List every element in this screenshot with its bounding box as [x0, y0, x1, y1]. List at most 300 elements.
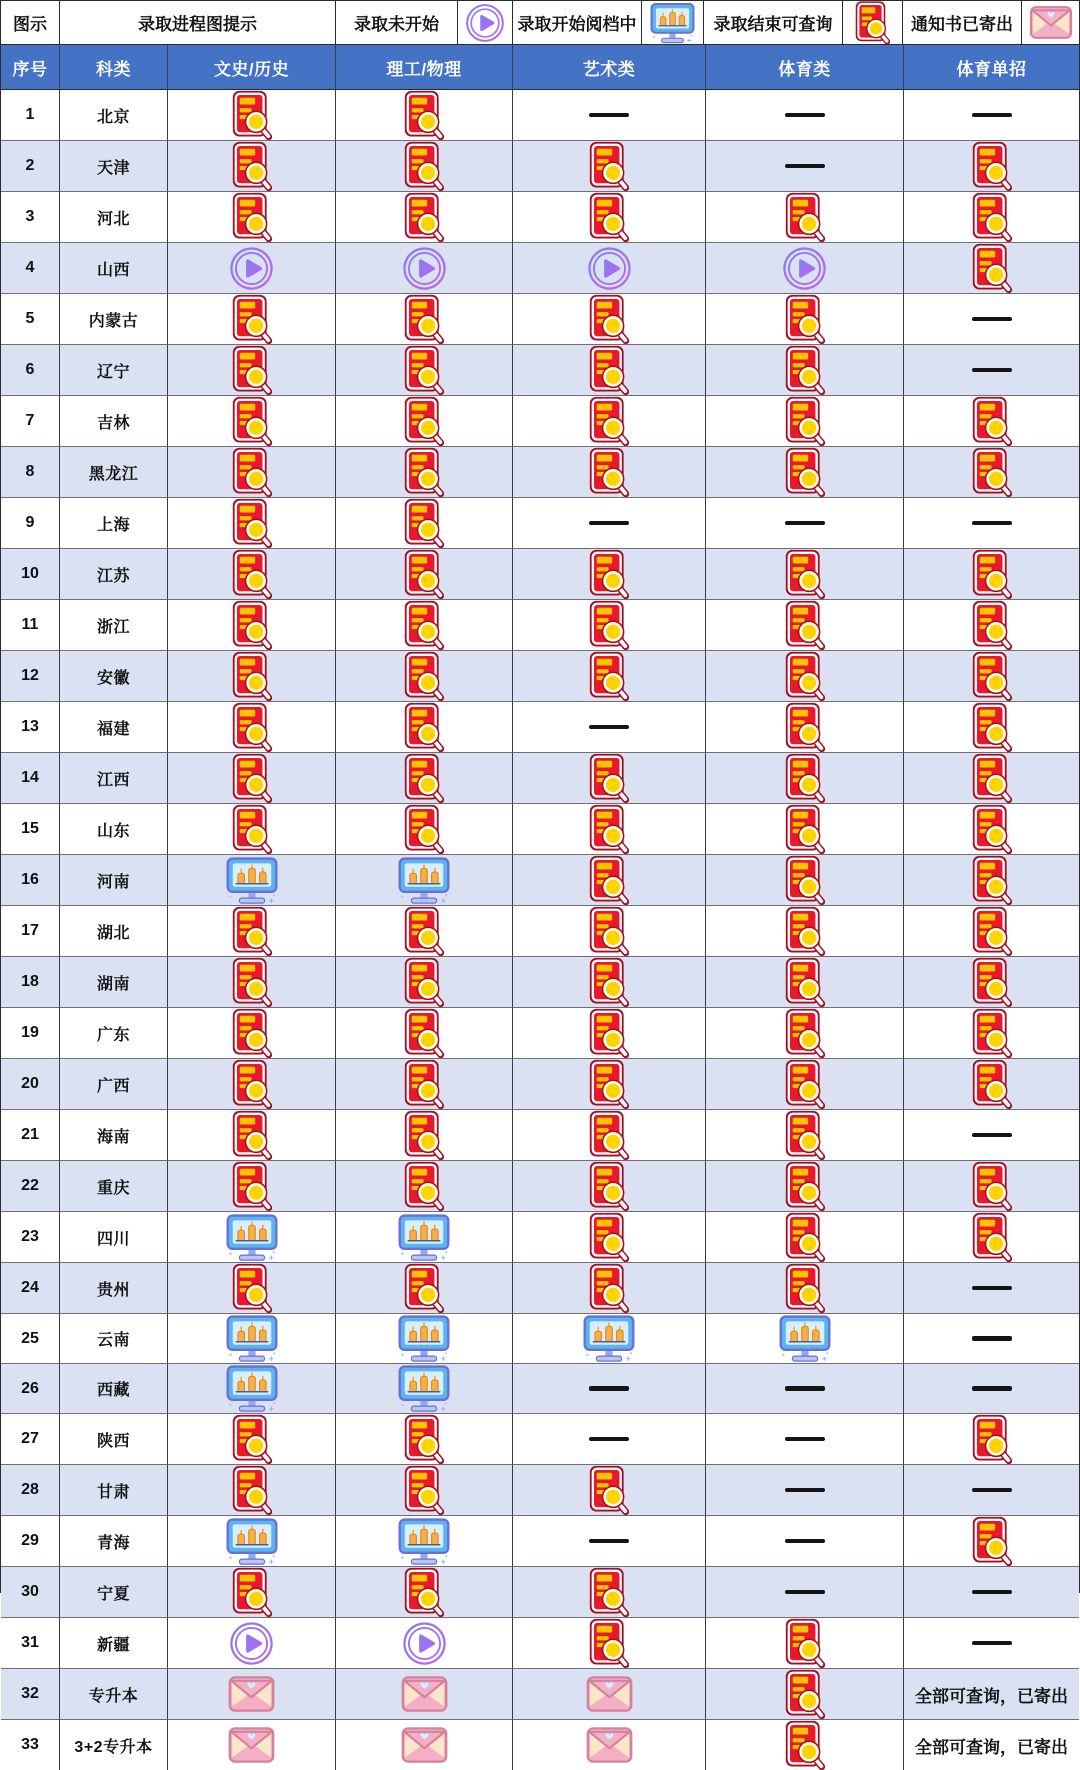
legend-item-mailed-label: 通知书已寄出 — [903, 1, 1022, 45]
status-cell — [904, 600, 1079, 651]
query-available-icon — [589, 1263, 629, 1313]
row-number: 17 — [1, 906, 60, 957]
table-row — [1, 447, 1079, 498]
query-available-icon — [785, 1618, 825, 1668]
status-cell — [706, 702, 904, 753]
query-available-icon — [232, 1414, 272, 1464]
reviewing-icon — [649, 2, 696, 44]
reviewing-icon — [225, 1213, 279, 1262]
status-cell — [336, 1465, 513, 1516]
status-cell — [706, 1618, 904, 1669]
table-row — [1, 90, 1079, 141]
legend-item-not-started-icon-cell — [458, 1, 513, 45]
query-available-icon — [972, 192, 1012, 242]
row-number: 27 — [1, 1414, 60, 1465]
status-cell — [706, 1314, 904, 1364]
reviewing-icon — [225, 1314, 279, 1363]
status-cell — [168, 1669, 336, 1720]
not-available-dash — [589, 521, 629, 526]
status-cell — [706, 1720, 904, 1770]
status-cell — [513, 957, 706, 1008]
row-number: 11 — [1, 600, 60, 651]
status-cell — [513, 243, 706, 294]
table-row — [1, 294, 1079, 345]
province-name: 宁夏 — [60, 1567, 168, 1618]
status-cell — [706, 1414, 904, 1465]
status-cell — [513, 1212, 706, 1263]
row-number: 32 — [1, 1669, 60, 1720]
not-started-icon — [465, 3, 505, 43]
status-cell — [706, 549, 904, 600]
status-cell — [168, 600, 336, 651]
letter-sent-icon — [586, 1726, 633, 1764]
province-name: 广西 — [60, 1059, 168, 1110]
province-name: 重庆 — [60, 1161, 168, 1212]
query-available-icon — [232, 345, 272, 395]
query-available-icon — [232, 396, 272, 446]
province-name: 专升本 — [60, 1669, 168, 1720]
row-number: 25 — [1, 1314, 60, 1364]
column-header-category: 科类 — [60, 45, 168, 90]
status-cell — [168, 498, 336, 549]
query-available-icon — [232, 294, 272, 344]
status-cell — [336, 549, 513, 600]
query-available-icon — [785, 192, 825, 242]
status-cell — [336, 1314, 513, 1364]
row-number: 14 — [1, 753, 60, 804]
status-cell — [336, 1110, 513, 1161]
status-cell — [904, 1364, 1079, 1414]
status-cell — [168, 957, 336, 1008]
row-number: 6 — [1, 345, 60, 396]
query-available-icon — [589, 804, 629, 854]
column-header-art: 艺术类 — [513, 45, 706, 90]
status-cell — [706, 1364, 904, 1414]
table-row — [1, 1161, 1079, 1212]
status-cell — [336, 141, 513, 192]
legend-title: 录取进程图提示 — [60, 1, 336, 45]
status-cell — [336, 804, 513, 855]
query-available-icon — [785, 1212, 825, 1262]
query-available-icon — [972, 1008, 1012, 1058]
column-header-science: 理工/物理 — [336, 45, 513, 90]
row-number: 8 — [1, 447, 60, 498]
letter-sent-icon — [228, 1675, 275, 1713]
table-row — [1, 396, 1079, 447]
status-cell — [513, 1618, 706, 1669]
province-name: 河南 — [60, 855, 168, 906]
not-available-dash — [972, 1590, 1012, 1595]
province-name: 北京 — [60, 90, 168, 141]
query-available-icon — [232, 651, 272, 701]
province-name: 青海 — [60, 1516, 168, 1567]
letter-sent-icon — [586, 1675, 633, 1713]
query-available-icon — [972, 396, 1012, 446]
status-cell — [168, 141, 336, 192]
query-available-icon — [404, 1567, 444, 1617]
table-row — [1, 1059, 1079, 1110]
status-cell — [336, 1212, 513, 1263]
status-cell — [336, 957, 513, 1008]
row-number: 29 — [1, 1516, 60, 1567]
status-cell — [168, 1110, 336, 1161]
column-header-sports: 体育类 — [706, 45, 904, 90]
row-number: 23 — [1, 1212, 60, 1263]
status-cell — [706, 345, 904, 396]
province-name: 安徽 — [60, 651, 168, 702]
province-name: 福建 — [60, 702, 168, 753]
table-row — [1, 1110, 1079, 1161]
query-available-icon — [785, 447, 825, 497]
row-number: 33 — [1, 1720, 60, 1770]
query-available-icon — [589, 549, 629, 599]
row-number: 2 — [1, 141, 60, 192]
status-cell — [168, 549, 336, 600]
not-available-dash — [972, 1336, 1012, 1341]
row-number: 1 — [1, 90, 60, 141]
query-available-icon — [404, 345, 444, 395]
status-cell — [904, 651, 1079, 702]
status-cell — [706, 855, 904, 906]
query-available-icon — [785, 600, 825, 650]
row-number: 22 — [1, 1161, 60, 1212]
status-cell — [706, 651, 904, 702]
status-cell — [336, 396, 513, 447]
query-available-icon — [785, 1161, 825, 1211]
query-available-icon — [785, 753, 825, 803]
status-cell — [168, 1059, 336, 1110]
status-cell — [706, 447, 904, 498]
status-cell — [168, 90, 336, 141]
status-cell — [513, 651, 706, 702]
query-available-icon — [404, 1263, 444, 1313]
not-available-dash — [972, 521, 1012, 526]
query-available-icon — [404, 192, 444, 242]
status-cell — [336, 1059, 513, 1110]
query-available-icon — [232, 192, 272, 242]
query-available-icon — [972, 243, 1012, 293]
status-cell — [336, 447, 513, 498]
query-available-icon — [785, 855, 825, 905]
query-available-icon — [972, 141, 1012, 191]
row-number: 3 — [1, 192, 60, 243]
province-name: 江苏 — [60, 549, 168, 600]
not-available-dash — [785, 164, 825, 169]
query-available-icon — [972, 1212, 1012, 1262]
status-cell — [904, 804, 1079, 855]
status-cell — [904, 396, 1079, 447]
status-cell — [513, 498, 706, 549]
letter-sent-icon — [401, 1726, 448, 1764]
status-cell — [513, 90, 706, 141]
province-name: 天津 — [60, 141, 168, 192]
query-available-icon — [404, 90, 444, 140]
status-cell — [904, 549, 1079, 600]
query-available-icon — [232, 957, 272, 1007]
query-available-icon — [785, 1263, 825, 1313]
province-name: 浙江 — [60, 600, 168, 651]
query-available-icon — [785, 804, 825, 854]
status-cell — [706, 1110, 904, 1161]
legend-item-query-label: 录取结束可查询 — [704, 1, 843, 45]
status-cell — [904, 90, 1079, 141]
status-cell — [513, 600, 706, 651]
query-available-icon — [785, 1669, 825, 1719]
status-cell — [904, 447, 1079, 498]
not-available-dash — [785, 1539, 825, 1544]
query-available-icon — [589, 855, 629, 905]
status-cell — [706, 1669, 904, 1720]
status-cell — [168, 447, 336, 498]
row-number: 16 — [1, 855, 60, 906]
row-number: 26 — [1, 1364, 60, 1414]
status-cell — [706, 1465, 904, 1516]
row-number: 7 — [1, 396, 60, 447]
legend-key-label: 图示 — [1, 1, 60, 45]
query-available-icon — [404, 957, 444, 1007]
status-cell — [513, 1059, 706, 1110]
query-available-icon — [232, 600, 272, 650]
not-available-dash — [589, 725, 629, 730]
row-number: 13 — [1, 702, 60, 753]
table-row — [1, 1516, 1079, 1567]
query-available-icon — [404, 702, 444, 752]
column-header-liberal-arts: 文史/历史 — [168, 45, 336, 90]
query-available-icon — [589, 1465, 629, 1515]
status-cell — [513, 345, 706, 396]
query-available-icon — [404, 1161, 444, 1211]
status-cell — [706, 1212, 904, 1263]
status-cell — [336, 1720, 513, 1770]
query-available-icon — [404, 804, 444, 854]
not-available-dash — [972, 1488, 1012, 1493]
query-available-icon — [232, 1263, 272, 1313]
reviewing-icon — [778, 1314, 832, 1363]
status-cell — [904, 1161, 1079, 1212]
status-cell — [706, 396, 904, 447]
status-cell — [168, 192, 336, 243]
not-available-dash — [972, 368, 1012, 373]
status-cell — [904, 1465, 1079, 1516]
table-row — [1, 1008, 1079, 1059]
query-available-icon — [972, 549, 1012, 599]
status-cell — [513, 1516, 706, 1567]
row-number: 21 — [1, 1110, 60, 1161]
query-available-icon — [232, 1110, 272, 1160]
status-cell — [904, 855, 1079, 906]
status-cell — [904, 753, 1079, 804]
province-name: 上海 — [60, 498, 168, 549]
reviewing-icon — [397, 856, 451, 905]
province-name: 四川 — [60, 1212, 168, 1263]
status-cell — [168, 345, 336, 396]
status-cell — [706, 243, 904, 294]
query-available-icon — [589, 1567, 629, 1617]
status-cell — [706, 294, 904, 345]
not-started-icon — [402, 1621, 447, 1666]
row-number: 10 — [1, 549, 60, 600]
table-row — [1, 498, 1079, 549]
status-cell — [513, 1110, 706, 1161]
query-available-icon — [785, 906, 825, 956]
query-available-icon — [785, 1008, 825, 1058]
status-cell — [513, 855, 706, 906]
status-cell — [513, 1669, 706, 1720]
query-available-icon — [404, 141, 444, 191]
query-available-icon — [404, 447, 444, 497]
query-available-icon — [232, 1059, 272, 1109]
status-cell — [168, 1465, 336, 1516]
query-available-icon — [972, 957, 1012, 1007]
query-available-icon — [785, 294, 825, 344]
query-available-icon — [972, 1059, 1012, 1109]
status-cell — [168, 1414, 336, 1465]
letter-sent-icon — [1029, 5, 1073, 40]
table-row — [1, 141, 1079, 192]
status-note: 全部可查询，已寄出 — [915, 1686, 1068, 1706]
query-available-icon — [589, 600, 629, 650]
table-row — [1, 192, 1079, 243]
reviewing-icon — [225, 856, 279, 905]
query-available-icon — [404, 294, 444, 344]
status-cell — [904, 1414, 1079, 1465]
query-available-icon — [404, 1465, 444, 1515]
table-row — [1, 804, 1079, 855]
not-available-dash — [972, 317, 1012, 322]
legend-item-not-started-label: 录取未开始 — [336, 1, 458, 45]
status-cell — [336, 1618, 513, 1669]
not-available-dash — [972, 113, 1012, 118]
status-cell — [706, 957, 904, 1008]
query-available-icon — [785, 1720, 825, 1770]
province-name: 山东 — [60, 804, 168, 855]
status-cell — [904, 345, 1079, 396]
province-name: 辽宁 — [60, 345, 168, 396]
status-cell — [513, 294, 706, 345]
query-available-icon — [785, 702, 825, 752]
status-cell — [706, 90, 904, 141]
province-name: 黑龙江 — [60, 447, 168, 498]
status-cell — [336, 906, 513, 957]
status-cell — [706, 804, 904, 855]
province-name: 河北 — [60, 192, 168, 243]
province-name: 广东 — [60, 1008, 168, 1059]
status-cell — [168, 1161, 336, 1212]
query-available-icon — [589, 1618, 629, 1668]
query-available-icon — [404, 600, 444, 650]
status-cell — [513, 804, 706, 855]
row-number: 15 — [1, 804, 60, 855]
table-row — [1, 855, 1079, 906]
query-available-icon — [404, 651, 444, 701]
not-started-icon — [587, 246, 632, 291]
legend-row — [1, 1, 1079, 45]
status-cell — [168, 906, 336, 957]
query-available-icon — [232, 549, 272, 599]
status-cell — [706, 1008, 904, 1059]
reviewing-icon — [225, 1517, 279, 1566]
row-number: 5 — [1, 294, 60, 345]
status-cell — [904, 1263, 1079, 1314]
reviewing-icon — [397, 1364, 451, 1413]
query-available-icon — [589, 447, 629, 497]
status-cell — [168, 1263, 336, 1314]
table-row — [1, 1263, 1079, 1314]
province-name: 湖北 — [60, 906, 168, 957]
query-available-icon — [404, 1008, 444, 1058]
row-number: 30 — [1, 1567, 60, 1618]
query-available-icon — [972, 702, 1012, 752]
table-row — [1, 1414, 1079, 1465]
status-cell — [904, 1314, 1079, 1364]
status-cell — [513, 1008, 706, 1059]
query-available-icon — [785, 396, 825, 446]
status-cell — [904, 1008, 1079, 1059]
query-available-icon — [589, 1059, 629, 1109]
query-available-icon — [232, 804, 272, 854]
query-available-icon — [232, 498, 272, 548]
status-cell — [168, 855, 336, 906]
status-cell — [513, 396, 706, 447]
reviewing-icon — [582, 1314, 636, 1363]
status-cell — [904, 906, 1079, 957]
status-cell — [904, 141, 1079, 192]
status-cell — [336, 345, 513, 396]
status-cell — [168, 1720, 336, 1770]
status-cell — [513, 1161, 706, 1212]
legend-item-mailed-icon-cell — [1022, 1, 1079, 45]
row-number: 12 — [1, 651, 60, 702]
query-available-icon — [589, 651, 629, 701]
status-cell — [336, 90, 513, 141]
table-row — [1, 1618, 1079, 1669]
query-available-icon — [589, 906, 629, 956]
status-cell — [513, 141, 706, 192]
status-cell — [706, 1059, 904, 1110]
reviewing-icon — [397, 1314, 451, 1363]
query-available-icon — [972, 651, 1012, 701]
status-cell — [336, 1008, 513, 1059]
province-name: 3+2专升本 — [60, 1720, 168, 1770]
letter-sent-icon — [401, 1675, 448, 1713]
status-cell — [168, 243, 336, 294]
query-available-icon — [589, 345, 629, 395]
status-cell — [168, 1212, 336, 1263]
status-cell — [904, 957, 1079, 1008]
table-row — [1, 600, 1079, 651]
province-name: 甘肃 — [60, 1465, 168, 1516]
table-row — [1, 702, 1079, 753]
query-available-icon — [589, 396, 629, 446]
status-cell — [706, 498, 904, 549]
letter-sent-icon — [228, 1726, 275, 1764]
query-available-icon — [589, 1161, 629, 1211]
not-available-dash — [785, 1590, 825, 1595]
not-available-dash — [785, 1488, 825, 1493]
status-cell — [336, 192, 513, 243]
query-available-icon — [972, 804, 1012, 854]
query-available-icon — [589, 294, 629, 344]
province-name: 山西 — [60, 243, 168, 294]
status-cell — [513, 906, 706, 957]
query-available-icon — [972, 1516, 1012, 1566]
table-row — [1, 1720, 1079, 1770]
status-cell — [513, 1364, 706, 1414]
status-cell — [168, 1364, 336, 1414]
query-available-icon — [972, 855, 1012, 905]
not-available-dash — [972, 1133, 1012, 1138]
status-cell — [168, 651, 336, 702]
